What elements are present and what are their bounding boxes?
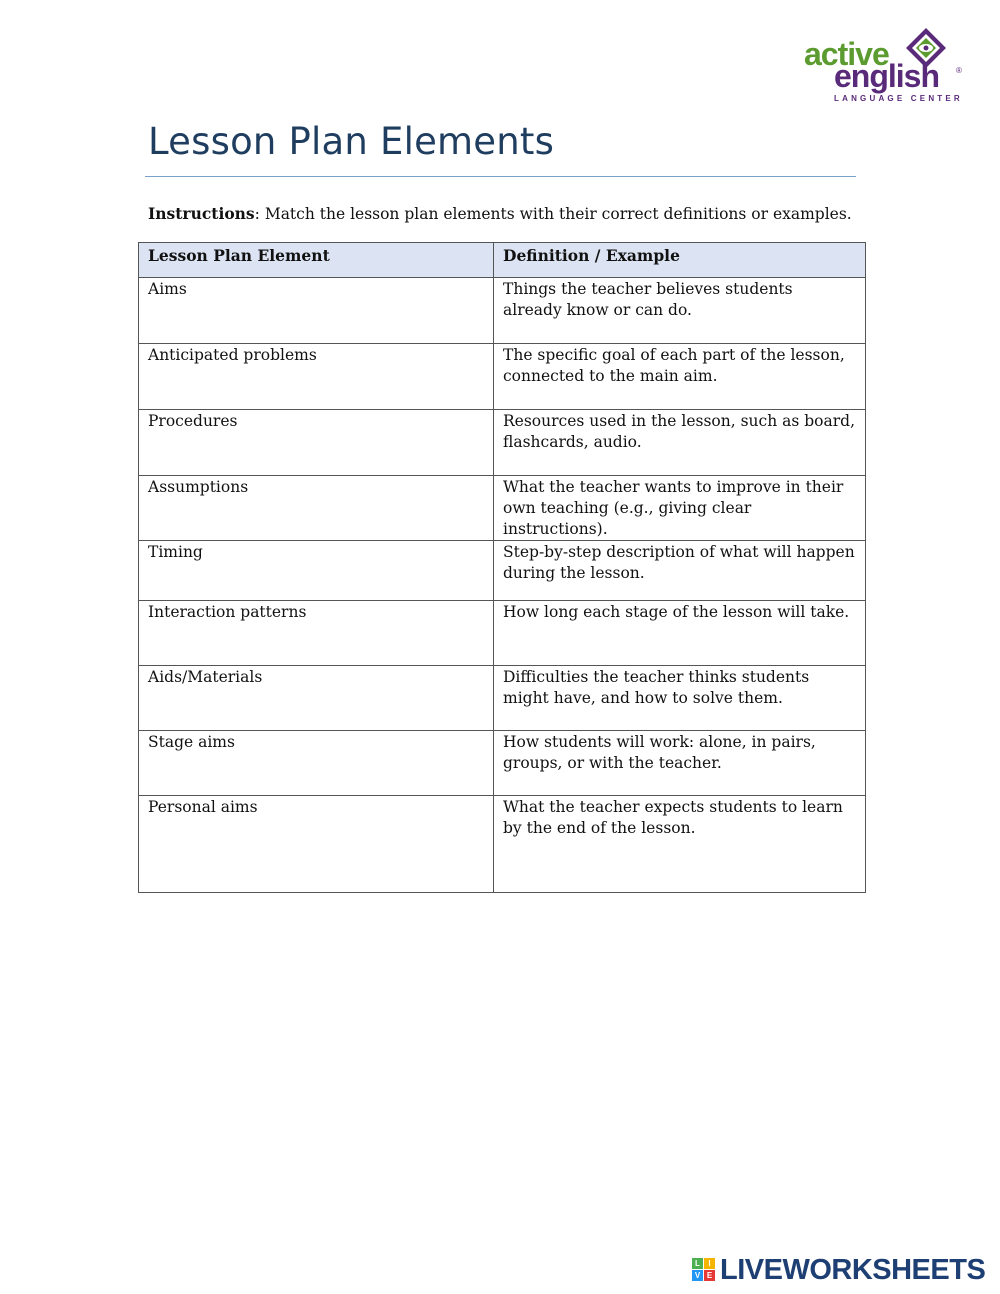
page-title: Lesson Plan Elements xyxy=(148,120,555,163)
liveworksheets-badge-icon xyxy=(692,1258,718,1282)
definition-cell: The specific goal of each part of the lesson, connected to the main aim. xyxy=(494,344,866,410)
active-english-logo xyxy=(800,22,965,107)
header-element: Lesson Plan Element xyxy=(139,243,494,278)
element-cell: Procedures xyxy=(139,410,494,476)
table-row xyxy=(139,344,866,410)
element-cell: Stage aims xyxy=(139,731,494,796)
definition-cell: How students will work: alone, in pairs, groups, or with the teacher. xyxy=(494,731,866,796)
definition-cell: Resources used in the lesson, such as board, flashcards, audio. xyxy=(494,410,866,476)
definition-cell: Things the teacher believes students already know or can do. xyxy=(494,278,866,344)
badge-letter: E xyxy=(704,1270,715,1281)
element-cell: Assumptions xyxy=(139,476,494,541)
element-cell: Aims xyxy=(139,278,494,344)
liveworksheets-wordmark: LIVEWORKSHEETS xyxy=(720,1254,986,1286)
definition-cell: What the teacher expects students to learn by the end of the lesson. xyxy=(494,796,866,893)
table-row xyxy=(139,666,866,731)
badge-letter: V xyxy=(692,1270,703,1281)
element-cell: Anticipated problems xyxy=(139,344,494,410)
element-cell: Timing xyxy=(139,541,494,601)
title-divider xyxy=(145,176,856,177)
definition-cell: How long each stage of the lesson will take. xyxy=(494,601,866,666)
badge-letter: I xyxy=(704,1258,715,1269)
instructions xyxy=(148,204,852,223)
element-cell: Interaction patterns xyxy=(139,601,494,666)
element-cell: Personal aims xyxy=(139,796,494,893)
table-row xyxy=(139,796,866,893)
table-row xyxy=(139,410,866,476)
element-cell: Aids/Materials xyxy=(139,666,494,731)
table-row xyxy=(139,541,866,601)
table-row xyxy=(139,731,866,796)
table-row xyxy=(139,601,866,666)
table-row xyxy=(139,278,866,344)
badge-letter: L xyxy=(692,1258,703,1269)
table-header-row xyxy=(139,243,866,278)
definition-cell: Difficulties the teacher thinks students might have, and how to solve them. xyxy=(494,666,866,731)
header-definition: Definition / Example xyxy=(494,243,866,278)
logo-registered-mark: ® xyxy=(956,66,962,75)
definition-cell: Step-by-step description of what will happen during the lesson. xyxy=(494,541,866,601)
logo-word-english: english xyxy=(834,58,940,94)
logo-word-active: active xyxy=(804,36,889,72)
instructions-label: Instructions xyxy=(148,204,255,223)
table-row xyxy=(139,476,866,541)
logo-subtitle: LANGUAGE CENTER xyxy=(834,94,963,103)
lesson-plan-table xyxy=(138,242,866,893)
instructions-text: : Match the lesson plan elements with their correct definitions or examples. xyxy=(254,205,852,223)
definition-cell: What the teacher wants to improve in their own teaching (e.g., giving clear instructions). xyxy=(494,476,866,541)
